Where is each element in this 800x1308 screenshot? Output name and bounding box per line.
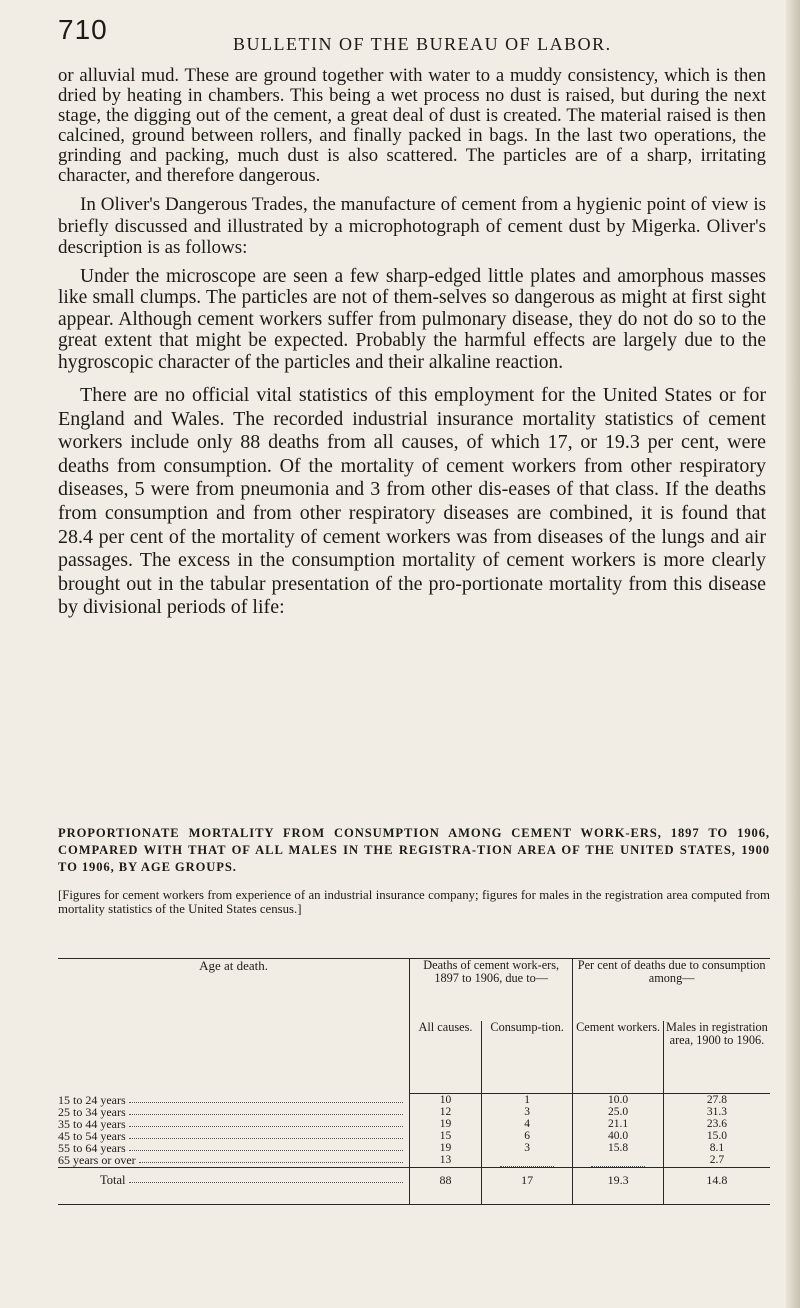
table-cell: 27.8 (706, 1094, 727, 1106)
table-cell: 21.1 (608, 1118, 629, 1130)
table-row (58, 1142, 409, 1154)
header-age: Age at death. (58, 959, 410, 1094)
header-cement-workers: Cement workers. (573, 1021, 664, 1094)
table-row (58, 1106, 409, 1118)
dot-leader (129, 1106, 403, 1115)
total-all-causes: 88 (410, 1168, 482, 1205)
table-cell: 10 (439, 1094, 452, 1106)
table-cell: 3 (524, 1142, 530, 1154)
running-head: BULLETIN OF THE BUREAU OF LABOR. (233, 34, 612, 54)
table-cell: 3 (524, 1106, 530, 1118)
table-row (58, 1130, 409, 1142)
header-males-registration: Males in registration area, 1900 to 1906. (663, 1021, 770, 1094)
dot-leader (129, 1130, 403, 1139)
age-label: 15 to 24 years (58, 1092, 126, 1107)
dot-leader (129, 1142, 403, 1151)
header-all-causes: All causes. (410, 1021, 482, 1094)
header-percent-group: Per cent of deaths due to consumption among— (573, 959, 770, 1022)
paragraph-cement-process: or alluvial mud. These are ground together with water to a muddy consistency, which is then dried by heating in chambers. This being a wet process no dust is raised, but during the next stage, the digging out of the cement, a great deal of dust is created. The material raised is then calcined, ground between rollers, and finally packed in bags. In the last two operations, the grinding and packing, much dust is also scattered. The particles are of a sharp, irritating character, and therefore dangerous. (58, 65, 766, 186)
table-cell: 8.1 (709, 1142, 725, 1154)
paragraph-oliver: In Oliver's Dangerous Trades, the manufacture of cement from a hygienic point of view is briefly discussed and illustrated by a microphotograph of cement dust by Migerka. Oliver's description is as follows: (58, 194, 766, 258)
page-header (58, 14, 778, 54)
table-cell: 23.6 (706, 1118, 727, 1130)
table-cell: 19 (439, 1142, 452, 1154)
age-label: 55 to 64 years (58, 1140, 126, 1155)
body-text (58, 66, 766, 620)
header-deaths-group: Deaths of cement work-ers, 1897 to 1906, due to— (410, 959, 573, 1022)
all-causes-column (410, 1094, 482, 1168)
table-body-row (58, 1094, 770, 1168)
age-label: 65 years or over (58, 1152, 136, 1167)
age-label: 35 to 44 years (58, 1116, 126, 1131)
table-cell: 12 (439, 1106, 452, 1118)
dot-leader (139, 1154, 403, 1163)
table-row (58, 1154, 409, 1166)
table-row (100, 1174, 409, 1186)
males-pct-column (663, 1094, 770, 1168)
mortality-table (58, 958, 770, 1205)
total-cement-pct: 19.3 (573, 1168, 664, 1205)
table-cell: 1 (524, 1094, 530, 1106)
table-cell: 19 (439, 1118, 452, 1130)
table-cell: 40.0 (608, 1130, 629, 1142)
table-cell: 31.3 (706, 1106, 727, 1118)
table-cell: 6 (524, 1130, 530, 1142)
table-title: PROPORTIONATE MORTALITY FROM CONSUMPTION AMONG CEMENT WORK-ERS, 1897 TO 1906, COMPARED WITH THAT OF ALL MALES IN THE REGISTRA-TION AREA OF THE UNITED STATES, 1900 TO 1906, BY AGE GROUPS. (58, 826, 770, 874)
table-cell: 2.7 (709, 1154, 725, 1166)
table-cell: 4 (524, 1118, 530, 1130)
dot-leader (129, 1174, 404, 1183)
table-cell: 15.0 (706, 1130, 727, 1142)
dot-leader (129, 1094, 403, 1103)
age-label: 25 to 34 years (58, 1104, 126, 1119)
table-cell: 25.0 (608, 1106, 629, 1118)
empty-cell-leader (591, 1154, 645, 1167)
table-cell: 15.8 (608, 1142, 629, 1154)
page-edge (786, 0, 800, 1308)
total-consumption: 17 (481, 1168, 572, 1205)
header-consumption: Consump-tion. (481, 1021, 572, 1094)
table-note: [Figures for cement workers from experience of an industrial insurance company; figures for males in the registration area computed from mortality statistics of the United States census.] (58, 888, 770, 916)
age-labels (58, 1094, 410, 1168)
dot-leader (129, 1118, 403, 1127)
page-number: 710 (58, 14, 108, 45)
consumption-column (481, 1094, 572, 1168)
age-label: 45 to 54 years (58, 1128, 126, 1143)
total-label: Total (100, 1173, 126, 1187)
paragraph-vital-statistics: There are no official vital statistics of this employment for the United States or for England and Wales. The recorded industrial insurance mortality statistics of cement workers include only 88 deaths from all causes, of which 17, or 19.3 per cent, were deaths from consumption. Of the mortality of cement workers from other respiratory diseases, 5 were from pneumonia and 3 from other dis-eases of that class. If the deaths from consumption and from other respiratory diseases are combined, it is found that 28.4 per cent of the mortality of cement workers was from diseases of the lungs and air passages. The excess in the consumption mortality of cement workers is more clearly brought out in the tabular presentation of the pro-portionate mortality from this disease by divisional periods of life: (58, 384, 766, 619)
table-row (58, 1118, 409, 1130)
table-cell: 13 (439, 1154, 452, 1166)
empty-cell-leader (500, 1154, 554, 1167)
cement-workers-pct-column (573, 1094, 664, 1168)
paragraph-microscope-quote: Under the microscope are seen a few sharp-edged little plates and amorphous masses like small clumps. The particles are not of them-selves so dangerous as might at first sight appear. Although cement workers suffer from pulmonary disease, they do not do so to the great extent that might be expected. Probably the harmful effects are largely due to the hygroscopic character of the particles and their alkaline reaction. (58, 265, 766, 373)
total-label-cell (58, 1168, 410, 1205)
total-row (58, 1168, 770, 1205)
table-cell: 15 (439, 1130, 452, 1142)
table-row (58, 1094, 409, 1106)
table-cell: 10.0 (608, 1094, 629, 1106)
total-males-pct: 14.8 (663, 1168, 770, 1205)
